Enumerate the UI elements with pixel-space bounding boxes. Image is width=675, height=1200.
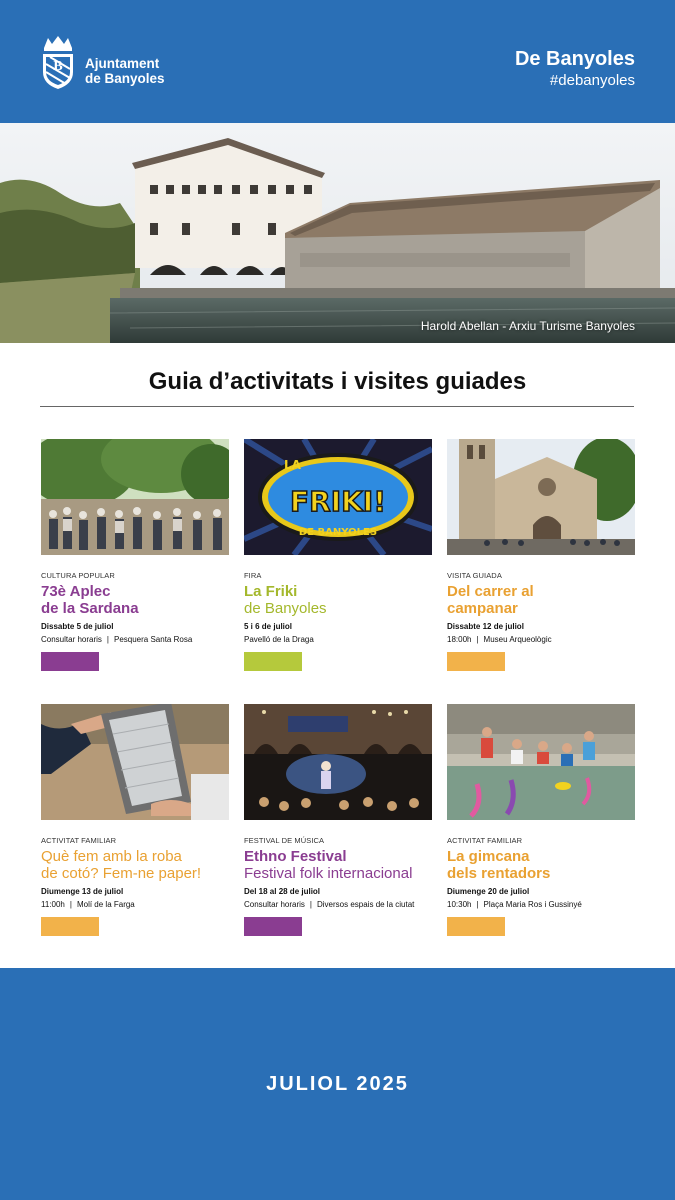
hero-photo [0,123,675,343]
activity-photo [244,704,432,820]
church-photo [447,439,635,555]
activity-place: Pesquera Santa Rosa [114,635,193,644]
month-label: JULIOL 2025 [266,1073,409,1095]
friki-logo-la: LA [284,458,301,472]
activity-place: Pavelló de la Draga [244,635,314,644]
activity-title[interactable] [41,848,201,882]
activity-date: Dissabte 12 de juliol [447,622,524,631]
activity-category: ACTIVITAT FAMILIAR [41,836,117,845]
activity-date: Dissabte 5 de juliol [41,622,114,631]
activity-category: FESTIVAL DE MÚSICA [244,836,325,845]
activity-info [447,635,552,644]
info-separator: | [106,635,109,644]
brand-block [515,47,635,91]
info-separator: | [476,900,479,909]
sardana-dancers-photo [41,439,229,555]
activity-color-bar [447,917,505,936]
activity-info [244,635,314,644]
hero-illustration [0,123,675,343]
activity-time: Consultar horaris [244,900,305,909]
activity-time: 11:00h [41,900,65,909]
activity-info [41,900,135,909]
activity-date: Diumenge 13 de juliol [41,887,124,896]
org-name [85,56,165,86]
activity-color-bar [244,652,302,671]
header-bar [0,0,675,123]
paper-making-photo [41,704,229,820]
activity-title-line2: campanar [447,600,518,617]
brand-title: De Banyoles [514,48,635,70]
photo-credit: Harold Abellan - Arxiu Turisme Banyoles [420,319,635,333]
activity-photo [244,439,432,555]
activity-place: Molí de la Farga [76,900,135,909]
activity-place: Museu Arqueològic [483,635,552,644]
activity-title[interactable] [244,583,327,617]
org-name-line1: Ajuntament [85,56,160,71]
info-separator: | [69,900,72,909]
title-divider [40,406,634,407]
activity-title[interactable] [447,848,550,882]
friki-logo-image [244,439,432,555]
friki-logo-sub: DE BANYOLES [298,527,378,538]
activity-info [447,900,582,909]
activity-category: FIRA [244,571,262,580]
activity-color-bar [41,652,99,671]
activity-title-line2: de la Sardana [41,600,139,617]
activity-title-line1: La gimcana [447,848,530,865]
org-name-line2: de Banyoles [85,71,165,86]
activity-title-line1: La Friki [244,583,298,600]
activity-time: 10:30h [447,900,472,909]
activity-title-line2: dels rentadors [447,865,551,882]
info-separator: | [309,900,312,909]
activity-title-line1: Què fem amb la roba [41,848,182,865]
activity-photo [447,704,635,820]
activity-info [244,900,414,909]
activity-title-line2: Festival folk internacional [244,865,413,882]
activity-title-line2: de cotó? Fem-ne paper! [41,865,202,882]
activity-color-bar [41,917,99,936]
activity-place: Plaça Maria Ros i Gussinyé [483,900,582,909]
activity-date: 5 i 6 de juliol [244,622,293,631]
activity-category: CULTURA POPULAR [41,571,115,580]
activity-photo [447,439,635,555]
activity-place: Diversos espais de la ciutat [317,900,415,909]
activity-title-line1: Del carrer al [447,583,534,600]
concert-photo [244,704,432,820]
brand-hashtag[interactable]: #debanyoles [549,72,635,89]
activity-title[interactable] [244,848,412,882]
activity-date: Del 18 al 28 de juliol [244,887,321,896]
activity-title[interactable] [447,583,534,617]
city-logo[interactable] [40,34,180,94]
coat-of-arms-icon [40,34,76,90]
guide-title: Guia d’activitats i visites guiades [148,368,527,395]
activity-title-line1: Ethno Festival [244,848,347,865]
svg-text:B: B [53,59,63,74]
activity-date: Diumenge 20 de juliol [447,887,530,896]
activity-title-line2: de Banyoles [244,600,327,617]
activity-info [41,635,192,644]
activity-color-bar [244,917,302,936]
activity-category: VISITA GUIADA [447,571,502,580]
info-separator: | [476,635,479,644]
activity-time: 18:00h [447,635,472,644]
activity-category: ACTIVITAT FAMILIAR [447,836,523,845]
activity-color-bar [447,652,505,671]
activity-photo [41,439,229,555]
activity-time: Consultar horaris [41,635,102,644]
footer-bar [0,968,675,1200]
activity-title[interactable] [41,583,139,617]
washhouse-photo [447,704,635,820]
activity-title-line1: 73è Aplec [41,583,111,600]
activity-photo [41,704,229,820]
friki-logo-main: FRIKI! [290,485,386,518]
